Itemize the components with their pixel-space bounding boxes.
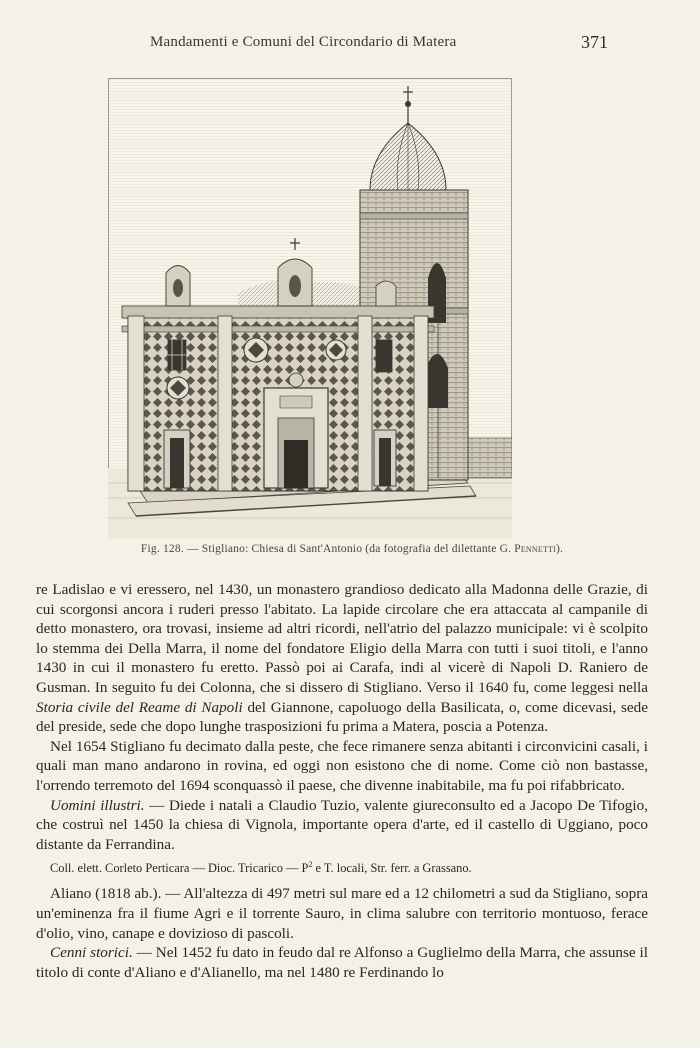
paragraph-text-end: del Giannone, capoluogo della Basilicata, o, come dicevasi, sede del preside, sede che dopo lunghe trasposizioni fu prima a Matera, poscia a Potenza. — [36, 698, 648, 736]
paragraph-text: — Diede i natali a Claudio Tuzio, valente giureconsulto ed a Jacopo De Tifogio, che costruì nel 1450 la chiesa di Vignola, importante opera d'arte, ed il castello di Uggiano, poco distante da Ferrandina. — [36, 796, 649, 853]
admin-note-text: Coll. elett. Corleto Perticara — Dioc. Tricarico — P — [50, 861, 309, 876]
paragraph — [36, 737, 648, 796]
running-head — [0, 34, 700, 56]
admin-note-text-end: e T. locali, Str. ferr. a Grassano. — [312, 861, 472, 876]
caption-end: ). — [556, 543, 564, 555]
church-engraving — [108, 78, 512, 538]
paragraph-text: re Ladislao e vi eressero, nel 1430, un monastero grandioso dedicato alla Madonna delle Grazie, di cui scorgonsi ancora i ruderi presso l'abitato. La lapide circolare che era attaccata al campanile di detto monastero, ora trovasi, insieme ad altri ricordi, nell'atrio del palazzo municipale: vi è scolpito lo stemma dei Della Marra, il nome del fondatore Eligio della Marra con tutti i suoi titoli, e l'anno 1430 in cui il monastero fu eretto. Passò poi ai Carafa, indi al vicerè di Napoli D. Raniero de Gusman. In seguito fu dei Colonna, che si dissero di Stigliano. Verso il 1640 fu, come leggesi nella — [36, 581, 648, 696]
caption-text: Fig. 128. — Stigliano: Chiesa di Sant'Antonio (da fotografia del dilettante G. — [140, 543, 512, 555]
body-text — [36, 580, 648, 982]
section-heading: Cenni storici. — [50, 944, 133, 962]
page-number: 371 — [581, 32, 608, 52]
paragraph — [36, 796, 648, 855]
book-title: Storia civile del Reame di Napoli — [36, 698, 243, 716]
paragraph-text: Nel 1654 Stigliano fu decimato dalla peste, che fece rimanere senza abitanti i circonvicini casali, i quali man mano andarono in rovina, ed oggi non esistono che di nome. Come ciò non bastasse, l'orrendo terremoto del 1694 sconquassò il paese, che divenne inabitabile, ma fu poi rifabbricato. — [36, 737, 648, 794]
paragraph — [36, 884, 648, 943]
caption-photographer: Pennetti — [514, 543, 557, 555]
section-heading: Uomini illustri. — [50, 796, 145, 814]
figure-caption — [52, 543, 652, 555]
admin-note — [36, 856, 648, 877]
paragraph-text: Aliano (1818 ab.). — All'altezza di 497 metri sul mare ed a 12 chilometri a sud da Stigliano, sopra un'eminenza fra il fiume Agri e il torrente Sauro, in clima salubre con territorio montuoso, ferace d'olio, vino, canape e dovizioso di pascoli. — [36, 885, 648, 942]
running-title: Mandamenti e Comuni del Circondario di Matera — [150, 34, 457, 50]
superscript: 2 — [308, 860, 313, 870]
paragraph-text: — Nel 1452 fu dato in feudo dal re Alfonso a Guglielmo della Marra, che assunse il titolo di conte d'Aliano e d'Alianello, ma nel 1480 re Ferdinando lo — [36, 944, 648, 981]
paragraph — [36, 580, 648, 737]
paragraph — [36, 943, 648, 982]
